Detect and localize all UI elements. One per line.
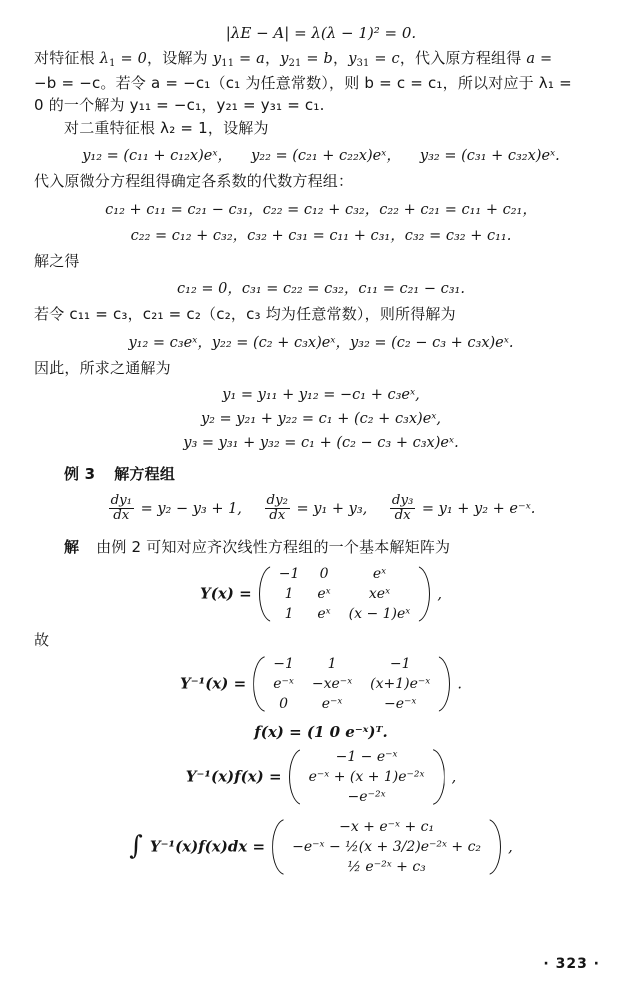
example-3-eq2 — [263, 492, 372, 524]
p1-t3: ， — [264, 49, 281, 67]
matrix-Y-row — [270, 604, 420, 624]
matrix-Y-cell: xeˣ — [368, 586, 391, 603]
equation-system-row1 — [34, 198, 608, 219]
matrix-Yinv-cell: e⁻ˣ — [321, 695, 343, 712]
solution-label: 解 — [64, 537, 80, 556]
matrix-integral-row — [283, 817, 490, 837]
equation-double-root-y12: y₁₂ = (c₁₁ + c₁₂x)eˣ， — [82, 148, 232, 165]
matrix-Yinv — [251, 654, 452, 714]
paragraph-substitute: 代入原微分方程组得确定各系数的代数方程组： — [34, 172, 354, 191]
matrix-integral-row — [283, 857, 490, 877]
matrix-integral-table — [283, 817, 490, 877]
equation-double-root-y22: y₂₂ = (c₂₁ + c₂₂x)eˣ， — [251, 148, 401, 165]
matrix-Yinv-cell: 1 — [327, 655, 337, 672]
matrix-Yinv-cell: −e⁻ˣ — [384, 695, 417, 712]
matrix-Y — [257, 564, 433, 624]
example-3-equations — [34, 494, 608, 524]
matrix-integral-trailer: , — [508, 839, 513, 856]
matrix-integral-row — [283, 837, 490, 857]
matrix-integral-cell: −e⁻ˣ − ½(x + 3/2)e⁻²ˣ + c₂ — [292, 838, 482, 855]
matrix-Yinv-cell: −xe⁻ˣ — [311, 675, 353, 692]
vector-f — [34, 722, 608, 741]
matrix-Y-trailer: , — [437, 586, 442, 603]
p1-t4: ， — [332, 49, 349, 67]
example-3-title: 解方程组 — [114, 465, 176, 484]
matrix-Y-left-paren — [257, 564, 270, 624]
matrix-Yf-cell: −e⁻²ˣ — [347, 788, 386, 805]
matrix-Yinv-label: Y⁻¹(x) = — [180, 674, 247, 693]
paragraph-solve-label: 解之得 — [34, 251, 80, 270]
example-3-eq2-num: dy₂ — [266, 492, 288, 508]
matrix-integral-cell: ½ e⁻²ˣ + c₃ — [347, 858, 426, 875]
matrix-Y-right-paren — [419, 564, 432, 624]
page-number: · 323 · — [543, 956, 600, 972]
matrix-integral — [270, 817, 503, 877]
matrix-integral-cell: −x + e⁻ˣ + c₁ — [339, 818, 435, 835]
equation-double-root — [34, 144, 608, 165]
matrix-Yinv-cell: e⁻ˣ — [273, 675, 294, 692]
paragraph-double-root: 对二重特征根 λ₂ = 1，设解为 — [64, 118, 269, 137]
matrix-integral-right-paren — [490, 817, 503, 877]
example-3-eq2-rhs: = y₁ + y₃, — [296, 500, 368, 517]
equation-system-row2 — [34, 224, 608, 245]
paragraph-therefore: 因此，所求之通解为 — [34, 358, 171, 377]
matrix-Yf-table — [300, 747, 434, 807]
matrix-Yf-row — [300, 747, 434, 767]
equation-general-solution-y2 — [34, 408, 608, 427]
example-3-eq1-rhs: = y₂ − y₃ + 1, — [140, 500, 242, 517]
equation-general-solution-y1 — [34, 384, 608, 403]
matrix-Yinv-table — [264, 654, 439, 714]
equation-general-solution-y3-text: y₃ = y₃₁ + y₃₂ = c₁ + (c₂ − c₃ + c₃x)eˣ. — [183, 435, 459, 452]
paragraph-root-lambda1-line3: 0 的一个解为 y₁₁ = −c₁，y₂₁ = y₃₁ = c₁. — [34, 96, 325, 115]
paragraph-gu: 故 — [34, 631, 50, 650]
matrix-Y-cell: (x − 1)eˣ — [348, 606, 411, 623]
matrix-Yinv-row — [264, 654, 439, 674]
matrix-Yinv-cell: −1 — [389, 655, 411, 672]
matrix-Yinv-cell: −1 — [273, 655, 294, 672]
example-3-eq3-num: dy₃ — [391, 492, 414, 508]
example-3-eq2-den: dx — [269, 508, 286, 524]
vector-f-text: f(x) = (1 0 e⁻ˣ)ᵀ. — [254, 722, 388, 741]
equation-particular-solution-text: y₁₂ = c₃eˣ，y₂₂ = (c₂ + c₃x)eˣ，y₃₂ = (c₂ − c₃ + c₃x)eˣ. — [128, 334, 514, 351]
matrix-Yf-label: Y⁻¹(x)f(x) = — [185, 767, 282, 786]
equation-general-solution-y3 — [34, 432, 608, 451]
equation-system-row2-text: c₂₂ = c₁₂ + c₃₂，c₃₂ + c₃₁ = c₁₁ + c₃₁，c₃₂ = c₃₂ + c₁₁. — [130, 227, 512, 244]
matrix-Yf-cell: −1 − e⁻ˣ — [335, 748, 398, 765]
equation-system-row1-text: c₁₂ + c₁₁ = c₂₁ − c₃₁，c₂₂ = c₁₂ + c₃₂，c₂₂ + c₂₁ = c₁₁ + c₂₁， — [105, 201, 537, 218]
example-3-eq3-fraction — [390, 494, 415, 524]
matrix-Yf-block — [34, 747, 608, 807]
equation-solved-coefficients — [34, 277, 608, 298]
matrix-Yinv-block — [34, 654, 608, 714]
matrix-Yinv-left-paren — [251, 654, 264, 714]
example-3-eq1-den: dx — [113, 508, 130, 524]
paragraph-root-lambda1-line1: 对特征根 $\lambda_1 = 0$，设解为 $y_{11} = a$，$y_{21} = b$，$y_{31} = c$，代入原方程组得 a = — [34, 49, 553, 69]
matrix-Y-cell: 0 — [319, 566, 329, 583]
matrix-Yf-row — [300, 767, 434, 787]
matrix-Yinv-row — [264, 694, 439, 714]
matrix-Y-row — [270, 584, 420, 604]
equation-solved-coefficients-text: c₁₂ = 0，c₃₁ = c₂₂ = c₃₂，c₁₁ = c₂₁ − c₃₁. — [177, 281, 465, 298]
paragraph-let-constants: 若令 c₁₁ = c₃，c₂₁ = c₂（c₂，c₃ 均为任意常数），则所得解为 — [34, 305, 456, 324]
matrix-Y-block — [34, 564, 608, 624]
page-content — [34, 18, 608, 882]
matrix-Yinv-row — [264, 674, 439, 694]
characteristic-equation — [34, 23, 608, 42]
example-3-eq3 — [388, 492, 536, 524]
matrix-Y-row — [270, 564, 420, 584]
matrix-Yinv-trailer: . — [457, 676, 462, 693]
example-3-eq2-fraction — [265, 494, 290, 524]
solution-paragraph — [34, 536, 608, 559]
matrix-Yf-cell: e⁻ˣ + (x + 1)e⁻²ˣ — [308, 768, 425, 785]
equation-double-root-y32: y₃₂ = (c₃₁ + c₃₂x)eˣ. — [419, 148, 560, 165]
matrix-Yinv-right-paren — [439, 654, 452, 714]
equation-particular-solution — [34, 331, 608, 352]
matrix-Yf-row — [300, 787, 434, 807]
matrix-Yf-right-paren — [434, 747, 447, 807]
matrix-Yf — [287, 747, 447, 807]
p1-t5: ，代入原方程组得 — [399, 49, 527, 67]
paragraph-root-lambda1-line2: −b = −c。若令 a = −c₁（c₁ 为任意常数），则 b = c = c₁，所以对应于 λ₁ = — [34, 73, 572, 92]
matrix-Y-label: Y(x) = — [200, 584, 252, 603]
integral-icon: ∫ — [129, 831, 143, 862]
example-3-label: 例 3 — [64, 465, 96, 484]
example-3-eq3-rhs: = y₁ + y₂ + e⁻ˣ. — [421, 500, 536, 517]
matrix-Y-table — [270, 564, 420, 624]
matrix-Y-cell: eˣ — [317, 606, 331, 623]
matrix-Y-cell: 1 — [284, 586, 294, 603]
matrix-Y-cell: eˣ — [372, 566, 387, 583]
matrix-Yinv-cell: 0 — [279, 695, 289, 712]
paragraph-root-lambda1-line1-text: 对特征根 — [34, 49, 100, 67]
characteristic-equation-text: |λE − A| = λ(λ − 1)² = 0. — [225, 24, 417, 42]
matrix-Yinv-cell: (x+1)e⁻ˣ — [370, 675, 431, 692]
matrix-Y-cell: eˣ — [317, 586, 331, 603]
example-3-eq3-den: dx — [394, 508, 411, 524]
p1-t2: ，设解为 — [147, 49, 213, 67]
equation-general-solution-y2-text: y₂ = y₂₁ + y₂₂ = c₁ + (c₂ + c₃x)eˣ, — [200, 411, 442, 428]
matrix-Y-cell: 1 — [284, 606, 294, 623]
example-3-eq1 — [107, 492, 247, 524]
matrix-Y-cell: −1 — [278, 566, 300, 583]
matrix-Yf-trailer: , — [451, 769, 457, 786]
matrix-integral-left-paren — [270, 817, 283, 877]
example-3-heading — [34, 463, 608, 486]
equation-general-solution-y1-text: y₁ = y₁₁ + y₁₂ = −c₁ + c₃eˣ, — [222, 387, 420, 404]
example-3-eq1-num: dy₁ — [110, 492, 132, 508]
matrix-integral-block — [34, 817, 608, 877]
solution-text: 由例 2 可知对应齐次线性方程组的一个基本解矩阵为 — [96, 537, 451, 556]
matrix-integral-label: Y⁻¹(x)f(x)dx = — [149, 837, 266, 856]
matrix-Yf-left-paren — [287, 747, 300, 807]
example-3-eq1-fraction — [109, 494, 134, 524]
